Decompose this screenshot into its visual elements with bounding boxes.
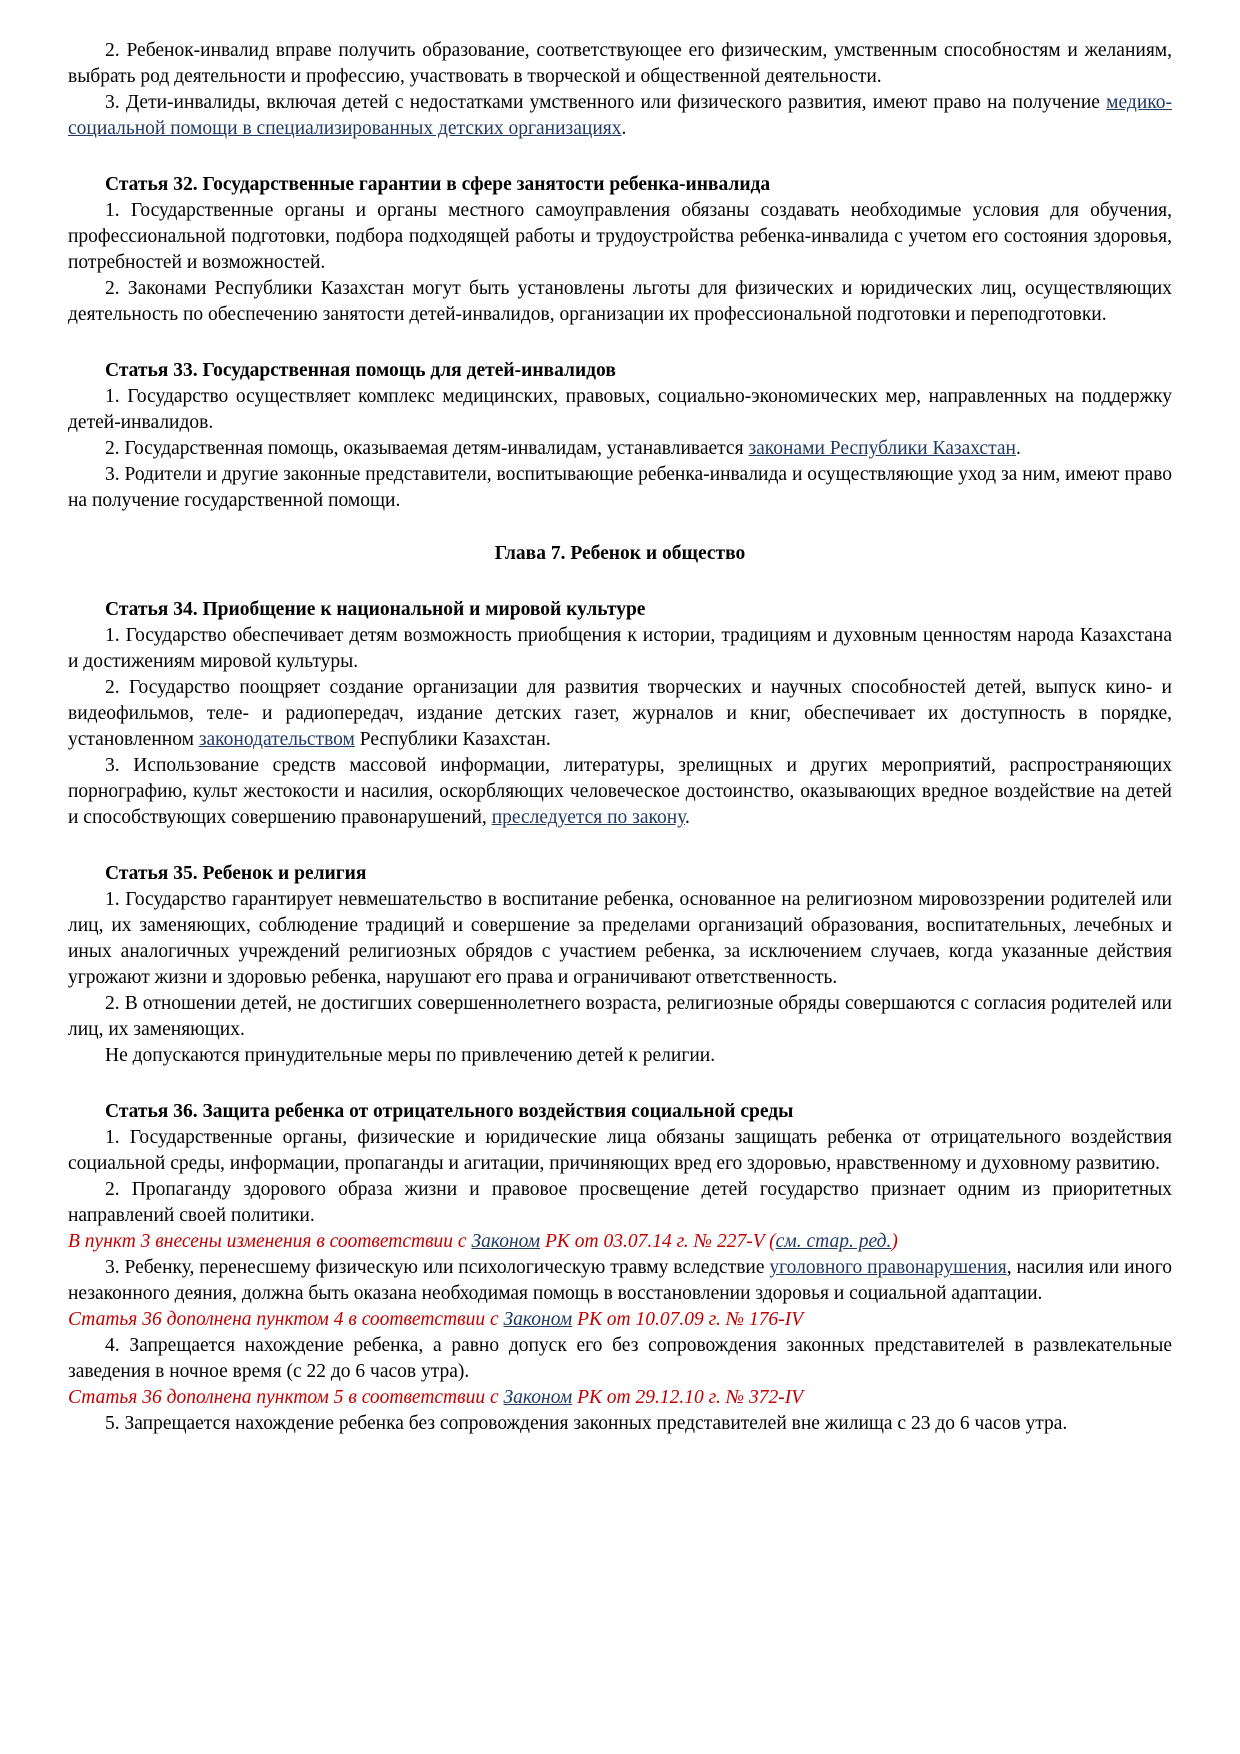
paragraph: [68, 1255, 1172, 1307]
paragraph: [68, 90, 1172, 142]
text-run: Статья 36. Защита ребенка от отрицательного воздействия социальной среды: [105, 1101, 794, 1122]
text-run: 1. Государственные органы, физические и юридические лица обязаны защищать ребенка от отрицательного воздействия социальной среды, информации, пропаганды и агитации, причиняющих вред его здоровью, нравственному и духовному развитию.: [68, 1127, 1172, 1174]
article-heading: [68, 172, 1172, 198]
paragraph: [68, 1411, 1172, 1437]
paragraph: [68, 1043, 1172, 1069]
text-run: РК от 03.07.14 г. № 227-V (: [540, 1231, 776, 1252]
paragraph: [68, 1333, 1172, 1385]
law-link[interactable]: медико-социальной помощи в специализированных детских организациях: [68, 92, 1172, 139]
law-link[interactable]: уголовного правонарушения: [769, 1257, 1007, 1278]
text-run: Статья 34. Приобщение к национальной и мировой культуре: [105, 599, 646, 620]
text-run: Статья 32. Государственные гарантии в сфере занятости ребенка-инвалида: [105, 174, 771, 195]
text-run: Статья 36 дополнена пунктом 4 в соответствии с: [68, 1309, 504, 1330]
law-link[interactable]: законодательством: [198, 729, 355, 750]
law-link[interactable]: законами Республики Казахстан: [748, 438, 1016, 459]
paragraph: [68, 462, 1172, 514]
paragraph: [68, 753, 1172, 831]
text-run: 3. Ребенку, перенесшему физическую или психологическую травму вследствие: [105, 1257, 770, 1278]
paragraph: [68, 623, 1172, 675]
text-run: .: [1015, 438, 1021, 459]
amendment-note: [68, 1307, 1172, 1333]
text-run: 1. Государство осуществляет комплекс медицинских, правовых, социально-экономических мер, направленных на поддержку детей-инвалидов.: [68, 386, 1172, 433]
text-run: 2. Ребенок-инвалид вправе получить образование, соответствующее его физическим, умственным способностям и желаниям, выбрать род деятельности и профессию, участвовать в творческой и общественной деятельности.: [68, 40, 1172, 87]
text-run: 2. Пропаганду здорового образа жизни и правовое просвещение детей государство признает одним из приоритетных направлений своей политики.: [68, 1179, 1172, 1226]
text-run: 1. Государство обеспечивает детям возможность приобщения к истории, традициям и духовным ценностям народа Казахстана и достижениям мировой культуры.: [68, 625, 1172, 672]
text-run: 1. Государство гарантирует невмешательство в воспитание ребенка, основанное на религиозном мировоззрении родителей или лиц, их заменяющих, соблюдение традиций и совершение за пределами организаций образования, воспитательных, лечебных и иных аналогичных учреждений религиозных обрядов с участием ребенка, за исключением случаев, когда указанные действия угрожают жизни и здоровью ребенка, нарушают его права и ограничивают ответственность.: [68, 889, 1172, 988]
text-run: РК от 10.07.09 г. № 176-IV: [572, 1309, 804, 1330]
text-run: 3. Дети-инвалиды, включая детей с недостатками умственного или физического развития, имеют право на получение: [105, 92, 1107, 113]
paragraph: [68, 38, 1172, 90]
text-run: 2. Государственная помощь, оказываемая детям-инвалидам, устанавливается: [105, 438, 749, 459]
paragraph: [68, 276, 1172, 328]
text-run: Не допускаются принудительные меры по привлечению детей к религии.: [105, 1045, 716, 1066]
paragraph: [68, 887, 1172, 991]
text-run: В пункт 3 внесены изменения в соответствии с: [68, 1231, 472, 1252]
text-run: Статья 36 дополнена пунктом 5 в соответствии с: [68, 1387, 504, 1408]
text-run: 2. Государство поощряет создание организации для развития творческих и научных способностей детей, выпуск кино- и видеофильмов, теле- и радиопередач, издание детских газет, журналов и книг, обеспечивает их доступность в порядке, установленном: [68, 677, 1172, 750]
paragraph: [68, 1177, 1172, 1229]
chapter-heading: [68, 541, 1172, 567]
amendment-note: [68, 1385, 1172, 1411]
text-run: РК от 29.12.10 г. № 372-IV: [572, 1387, 804, 1408]
paragraph: [68, 384, 1172, 436]
law-link[interactable]: см. стар. ред.: [775, 1231, 892, 1252]
paragraph: [68, 198, 1172, 276]
text-run: 4. Запрещается нахождение ребенка, а равно допуск его без сопровождения законных представителей в развлекательные заведения в ночное время (с 22 до 6 часов утра).: [68, 1335, 1172, 1382]
paragraph: [68, 991, 1172, 1043]
text-run: Статья 35. Ребенок и религия: [105, 863, 367, 884]
text-run: , насилия или иного незаконного деяния, должна быть оказана необходимая помощь в восстановлении здоровья и социальной адаптации.: [68, 1257, 1172, 1304]
law-link[interactable]: Законом: [503, 1387, 573, 1408]
text-run: .: [621, 118, 627, 139]
law-link[interactable]: Законом: [471, 1231, 541, 1252]
text-run: 3. Использование средств массовой информации, литературы, зрелищных и других мероприятий, распространяющих порнографию, культ жестокости и насилия, оскорбляющих человеческое достоинство, оказывающих вредное воздействие на детей и способствующих совершению правонарушений,: [68, 755, 1172, 828]
article-heading: [68, 597, 1172, 623]
text-run: 3. Родители и другие законные представители, воспитывающие ребенка-инвалида и осуществляющие уход за ним, имеют право на получение государственной помощи.: [68, 464, 1172, 511]
article-heading: [68, 861, 1172, 887]
text-run: 5. Запрещается нахождение ребенка без сопровождения законных представителей вне жилища с 23 до 6 часов утра.: [105, 1413, 1068, 1434]
paragraph: [68, 675, 1172, 753]
text-run: Статья 33. Государственная помощь для детей-инвалидов: [105, 360, 616, 381]
text-run: 2. В отношении детей, не достигших совершеннолетнего возраста, религиозные обряды совершаются с согласия родителей или лиц, их заменяющих.: [68, 993, 1172, 1040]
article-heading: [68, 358, 1172, 384]
paragraph: [68, 1125, 1172, 1177]
text-run: .: [685, 807, 690, 828]
amendment-note: [68, 1229, 1172, 1255]
text-run: ): [891, 1231, 898, 1252]
article-heading: [68, 1099, 1172, 1125]
text-run: 2. Законами Республики Казахстан могут быть установлены льготы для физических и юридических лиц, осуществляющих деятельность по обеспечению занятости детей-инвалидов, организации их профессиональной подготовки и переподготовки.: [68, 278, 1172, 325]
text-run: 1. Государственные органы и органы местного самоуправления обязаны создавать необходимые условия для обучения, профессиональной подготовки, подбора подходящей работы и трудоустройства ребенка-инвалида с учетом его состояния здоровья, потребностей и возможностей.: [68, 200, 1172, 273]
law-link[interactable]: Законом: [503, 1309, 573, 1330]
paragraph: [68, 436, 1172, 462]
text-run: Глава 7. Ребенок и общество: [494, 543, 746, 564]
law-link[interactable]: преследуется по закону: [491, 807, 686, 828]
text-run: Республики Казахстан.: [354, 729, 551, 750]
